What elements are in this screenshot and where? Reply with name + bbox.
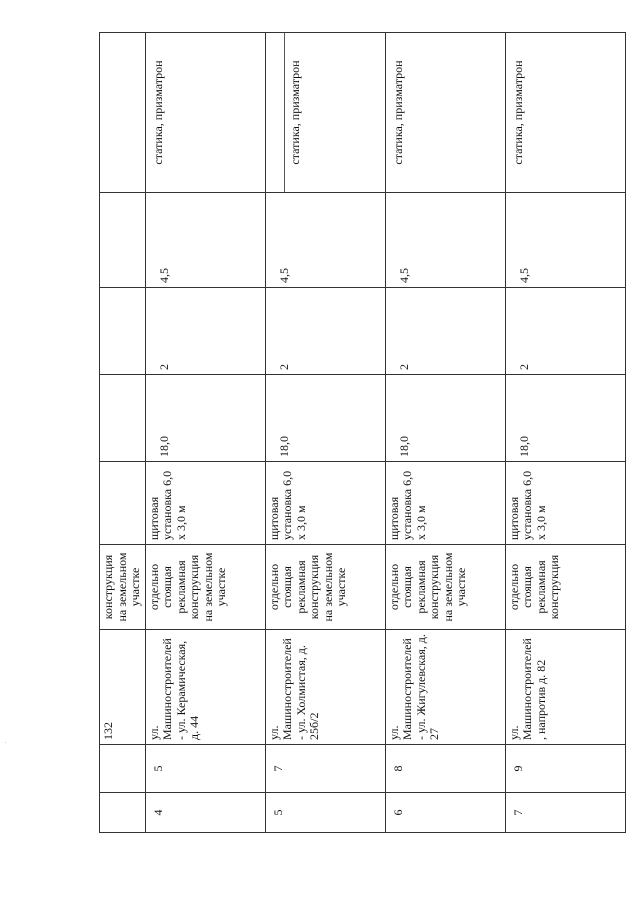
row-form: щитовая установка 6,0 х 3,0 м (265, 462, 385, 545)
row-form: щитовая установка 6,0 х 3,0 м (505, 462, 625, 545)
row-kind (385, 33, 505, 193)
cont-area-cell (100, 375, 146, 462)
continuation-row (100, 33, 146, 833)
scan-artifact (5, 742, 6, 743)
row-kind-text: статика, призматрон (390, 60, 405, 165)
row-type: отдельно стоящая рекламная конструкция (505, 545, 625, 630)
row-sides: 2 (385, 288, 505, 375)
row-order: 7 (265, 745, 385, 793)
row-address: ул. Машиностроителей - ул. Жигулевская, д. 27 (385, 630, 505, 745)
row-kind-spacer (268, 37, 284, 188)
row-type: отдельно стоящая рекламная конструкция на земельном участке (145, 545, 265, 630)
row-kind-text: статика, призматрон (284, 33, 303, 192)
cont-height-cell (100, 193, 146, 288)
cont-form-cell (100, 462, 146, 545)
advertising-structures-table (99, 32, 626, 833)
row-sides: 2 (145, 288, 265, 375)
row-number: 7 (505, 793, 625, 833)
row-sides: 2 (505, 288, 625, 375)
row-type: отдельно стоящая рекламная конструкция на земельном участке (265, 545, 385, 630)
cont-address-cell: 132 (100, 630, 146, 745)
rotated-table-container (99, 33, 583, 833)
cont-num-cell (100, 793, 146, 833)
row-height: 4,5 (265, 193, 385, 288)
row-kind-text: статика, призматрон (510, 60, 525, 165)
row-height: 4,5 (145, 193, 265, 288)
table-row (145, 33, 265, 833)
row-address: ул. Машиностроителей , напротив д. 82 (505, 630, 625, 745)
table-row (505, 33, 625, 833)
cont-type-cell: конструкция на земельном участке (100, 545, 146, 630)
cont-sides-cell (100, 288, 146, 375)
row-sides: 2 (265, 288, 385, 375)
row-area: 18,0 (385, 375, 505, 462)
row-kind (265, 33, 385, 193)
row-area: 18,0 (145, 375, 265, 462)
row-order: 5 (145, 745, 265, 793)
row-type: отдельно стоящая рекламная конструкция на земельном участке (385, 545, 505, 630)
row-height: 4,5 (505, 193, 625, 288)
table-row (385, 33, 505, 833)
cont-kind-cell (100, 33, 146, 193)
row-area: 18,0 (265, 375, 385, 462)
row-address: ул. Машиностроителей - ул. Холмистая, д. 25б/2 (265, 630, 385, 745)
row-number: 5 (265, 793, 385, 833)
row-order: 8 (385, 745, 505, 793)
row-form: щитовая установка 6,0 х 3,0 м (385, 462, 505, 545)
cont-order-cell (100, 745, 146, 793)
row-address: ул. Машиностроителей - ул. Керамическая, д. 44 (145, 630, 265, 745)
row-number: 4 (145, 793, 265, 833)
row-kind (505, 33, 625, 193)
row-height: 4,5 (385, 193, 505, 288)
row-order: 9 (505, 745, 625, 793)
row-kind-text: статика, призматрон (150, 60, 165, 165)
row-form: щитовая установка 6,0 х 3,0 м (145, 462, 265, 545)
row-number: 6 (385, 793, 505, 833)
table-row (265, 33, 385, 833)
row-area: 18,0 (505, 375, 625, 462)
row-kind (145, 33, 265, 193)
